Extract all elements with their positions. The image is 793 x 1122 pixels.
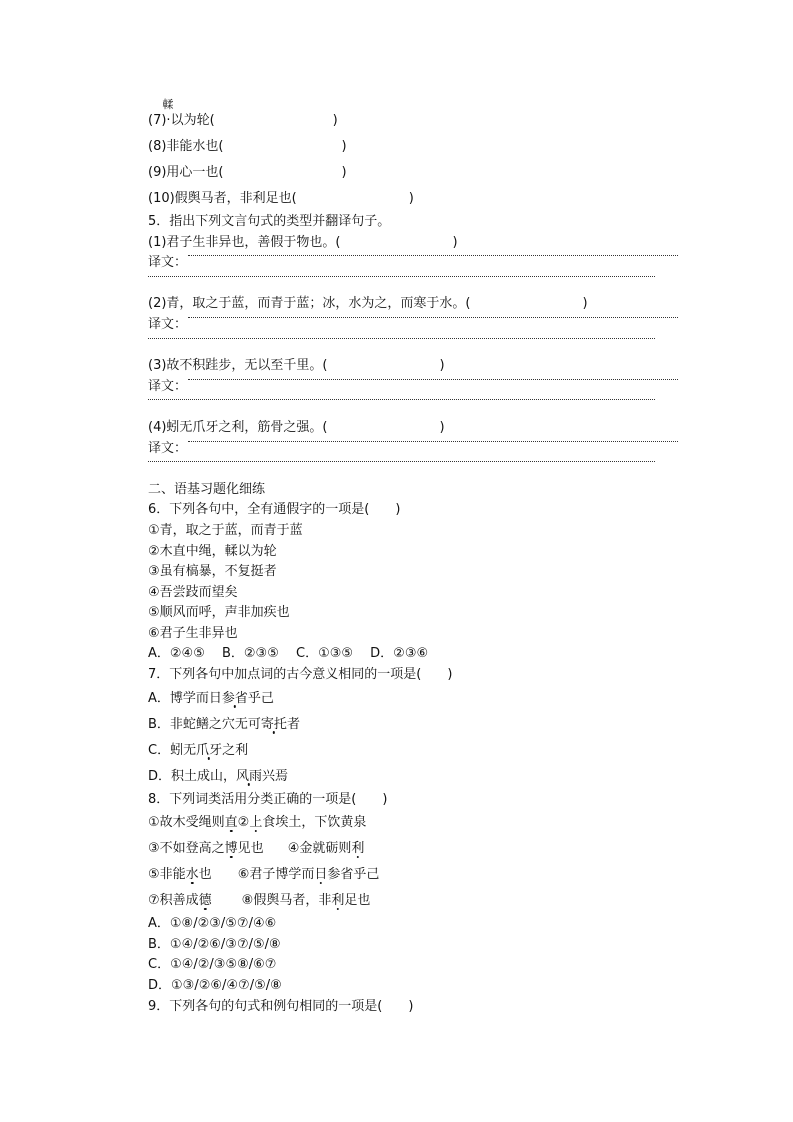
translation-line-2[interactable] xyxy=(148,459,678,480)
answer-blank[interactable] xyxy=(215,112,333,126)
q5-title: 5．指出下列文言句式的类型并翻译句子。 xyxy=(148,214,391,229)
q8-option-d[interactable]: D．①③/②⑥/④⑦/⑤/⑧ xyxy=(148,978,282,994)
answer-blank[interactable] xyxy=(328,357,440,371)
q6-title: 6．下列各句中，全有通假字的一项是( ) xyxy=(148,502,401,518)
list-item: ②木直中绳，輮以为轮 xyxy=(148,543,277,559)
translation-line-2[interactable] xyxy=(148,336,678,357)
q9-title: 9．下列各句的句式和例句相同的一项是( ) xyxy=(148,998,414,1014)
dotted-line xyxy=(148,338,655,339)
q4-item-10: (10)假舆马者，非利足也( ) xyxy=(148,191,414,206)
answer-blank[interactable] xyxy=(224,164,342,178)
q8-row-4: ⑦积善成德 ⑧假舆马者，非利足也 xyxy=(148,893,371,909)
emphasized-word: 风雨 xyxy=(236,768,263,784)
q4-item-7: (7) 輮 ·以为轮( ) xyxy=(148,108,678,134)
q8-title: 8．下列词类活用分类正确的一项是( ) xyxy=(148,791,388,807)
list-item: ④吾尝跂而望矣 xyxy=(148,584,238,600)
q7-option-a[interactable]: A．博学而日参省乎己 xyxy=(148,690,274,706)
translation-line[interactable]: 译文： xyxy=(148,315,678,336)
q8-row-3: ⑤非能水也 ⑥君子博学而日参省乎己 xyxy=(148,867,380,883)
list-item: ⑥君子生非异也 xyxy=(148,625,238,641)
q8-option-c[interactable]: C．①④/②/③⑤⑧/⑥⑦ xyxy=(148,957,277,973)
dotted-line xyxy=(188,255,678,256)
dotted-line xyxy=(188,317,678,318)
dotted-line xyxy=(148,276,655,277)
emphasized-word: 日 xyxy=(314,867,328,883)
answer-blank[interactable] xyxy=(341,234,453,248)
translation-line[interactable]: 译文： xyxy=(148,253,678,274)
q7-title: 7．下列各句中加点词的古今意义相同的一项是( ) xyxy=(148,667,453,683)
list-item: ③虽有槁暴，不复挺者 xyxy=(148,564,277,580)
answer-blank[interactable] xyxy=(224,138,342,152)
list-item: ①青，取之于蓝，而青于蓝 xyxy=(148,522,303,538)
translation-line[interactable]: 译文： xyxy=(148,439,678,460)
q8-option-b[interactable]: B．①④/②⑥/③⑦/⑤/⑧ xyxy=(148,936,281,952)
translation-line-2[interactable] xyxy=(148,274,678,295)
q5-item-1: (1)君子生非异也，善假于物也。( ) xyxy=(148,234,458,250)
q8-option-a[interactable]: A．①⑧/②③/⑤⑦/④⑥ xyxy=(148,916,277,932)
emphasized-word: 上 xyxy=(249,815,263,831)
translation-line[interactable]: 译文： xyxy=(148,377,678,398)
answer-blank[interactable] xyxy=(328,419,440,433)
emphasized-word: 爪牙 xyxy=(196,742,223,758)
q5-item-2: (2)青，取之于蓝，而青于蓝；冰，水为之，而寒于水。( ) xyxy=(148,296,588,312)
emphasized-word: 寄托 xyxy=(260,716,287,732)
document-page xyxy=(148,98,678,1017)
q7-option-b[interactable]: B．非蛇鳝之穴无可寄托者 xyxy=(148,716,300,732)
ruby-char: 輮 · xyxy=(162,98,174,128)
dotted-line xyxy=(188,379,678,380)
translation-line-2[interactable] xyxy=(148,397,678,418)
dotted-line xyxy=(188,441,678,442)
q6-options: A．②④⑤ B．②③⑤ C．①③⑤ D．②③⑥ xyxy=(148,646,429,662)
q5-item-4: (4)蚓无爪牙之利，筋骨之强。( ) xyxy=(148,419,445,435)
emphasized-word: 博 xyxy=(224,841,238,857)
answer-blank[interactable] xyxy=(471,295,583,309)
dotted-line xyxy=(148,461,655,462)
dotted-line xyxy=(148,399,655,400)
emphasized-word: 直 xyxy=(224,815,238,831)
emphasized-word: 利 xyxy=(351,841,365,857)
emphasized-word: 水 xyxy=(185,867,199,883)
emphasized-word: 德 xyxy=(198,893,212,909)
emphasized-word: 利 xyxy=(331,893,345,909)
q7-option-c[interactable]: C．蚓无爪牙之利 xyxy=(148,742,249,758)
q4-item-8: (8)非能水也( ) xyxy=(148,139,347,154)
q5-item-3: (3)故不积跬步，无以至千里。( ) xyxy=(148,358,445,374)
list-item: ⑤顺风而呼，声非加疾也 xyxy=(148,605,290,621)
emphasized-word: 参省 xyxy=(221,690,248,706)
section-title: 二、语基习题化细练 xyxy=(148,481,266,497)
q7-option-d[interactable]: D．积土成山，风雨兴焉 xyxy=(148,768,289,784)
answer-blank[interactable] xyxy=(297,190,409,204)
q8-row-1: ①故木受绳则直②上食埃土，下饮黄泉 xyxy=(148,815,367,831)
q4-item-9: (9)用心一也( ) xyxy=(148,165,347,180)
q8-row-2: ③不如登高之博见也 ④金就砺则利 xyxy=(148,841,365,857)
